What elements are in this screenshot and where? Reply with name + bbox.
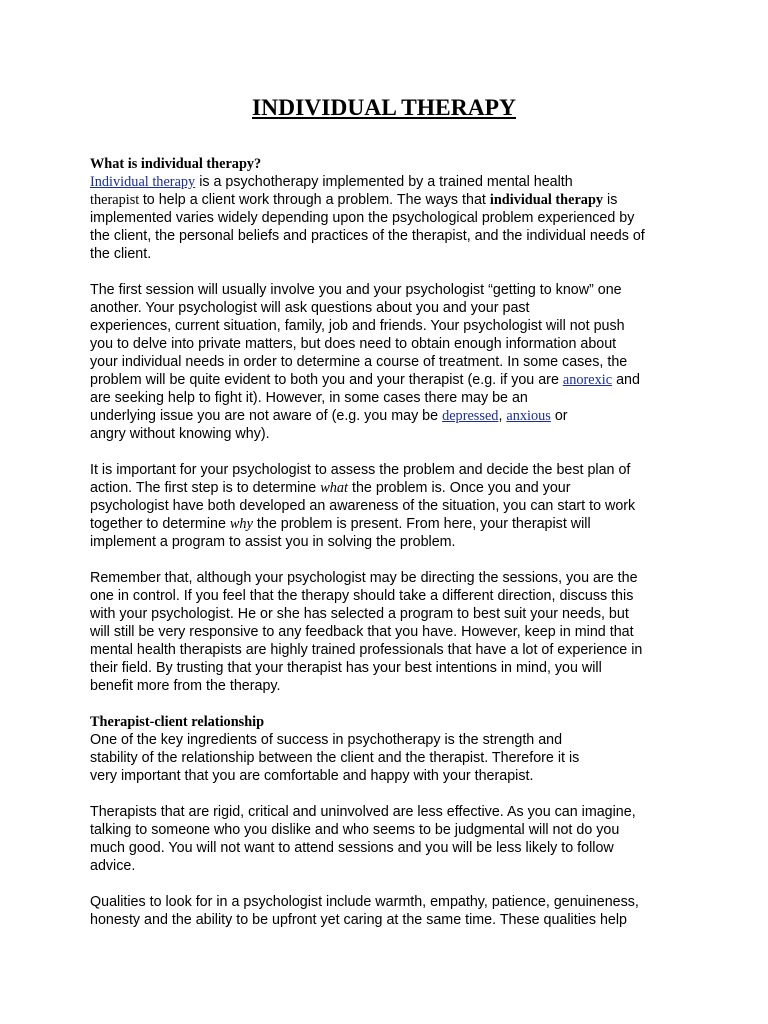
paragraph-key-ingredients: One of the key ingredients of success in psychotherapy is the strength and stability of the relationship between the client and the therapist. Therefore it is very important that you are comfortable and happy with your therapist. — [90, 732, 580, 784]
emphasis-what: what — [320, 480, 348, 496]
individual-therapy-link[interactable]: Individual therapy — [90, 174, 196, 190]
paragraph-first-session: The first session will usually involve you and your psychologist “getting to know” one another. Your psychologist will ask questions about you and your past experiences, current situation, family, job and friends. Your psychologist will not push you to delve into private matters, but does need to obtain enough information about your individual needs in order to determine a course of treatment. In some cases, the problem will be quite evident to both you and your therapist (e.g. if you are anorexic and are seeking help to fight it). However, in some cases there may be an underlying issue you are not aware of (e.g. you may be depressed, anxious or angry without knowing why). — [90, 282, 640, 442]
emphasis-why: why — [229, 516, 253, 532]
anxious-link[interactable]: anxious — [506, 408, 551, 424]
page-title: INDIVIDUAL THERAPY — [252, 95, 516, 121]
paragraph-qualities: Qualities to look for in a psychologist include warmth, empathy, patience, genuineness, honesty and the ability to be upfront yet caring at the same time. These qualities help — [90, 894, 639, 928]
depressed-link[interactable]: depressed — [442, 408, 499, 424]
paragraph-assess-problem: It is important for your psychologist to assess the problem and decide the best plan of action. The first step is to determine what the problem is. Once you and your psychologist have both developed an awareness of the situation, you can start to work together to determine why the problem is present. From here, your therapist will implement a program to assist you in solving the problem. — [90, 462, 636, 550]
section-heading-what-is: What is individual therapy? — [90, 156, 262, 172]
paragraph-in-control: Remember that, although your psychologist may be directing the sessions, you are the one in control. If you feel that the therapy should take a different direction, discuss this with your psychologist. He or she has selected a program to best suit your needs, but will still be very responsive to any feedback that you have. However, keep in mind that mental health therapists are highly trained professionals that have a lot of experience in their field. By trusting that your therapist has your best intentions in mind, you will benefit more from the therapy. — [90, 570, 643, 694]
anorexic-link[interactable]: anorexic — [562, 372, 613, 388]
document-body — [90, 155, 690, 929]
paragraph-rigid-therapists: Therapists that are rigid, critical and uninvolved are less effective. As you can imagine, talking to someone who you dislike and who seems to be judgmental will not do you much good. You will not want to attend sessions and you will be less likely to follow advice. — [90, 804, 636, 874]
paragraph-definition: Individual therapy is a psychotherapy implemented by a trained mental health therapist to help a client work through a problem. The ways that individual therapy is implemented varies widely depending upon the psychological problem experienced by the client, the personal beliefs and practices of the therapist, and the individual needs of the client. — [90, 174, 645, 262]
section-heading-relationship: Therapist-client relationship — [90, 714, 265, 730]
bold-individual-therapy: individual therapy — [489, 192, 604, 208]
therapist-text: therapist — [90, 192, 143, 208]
